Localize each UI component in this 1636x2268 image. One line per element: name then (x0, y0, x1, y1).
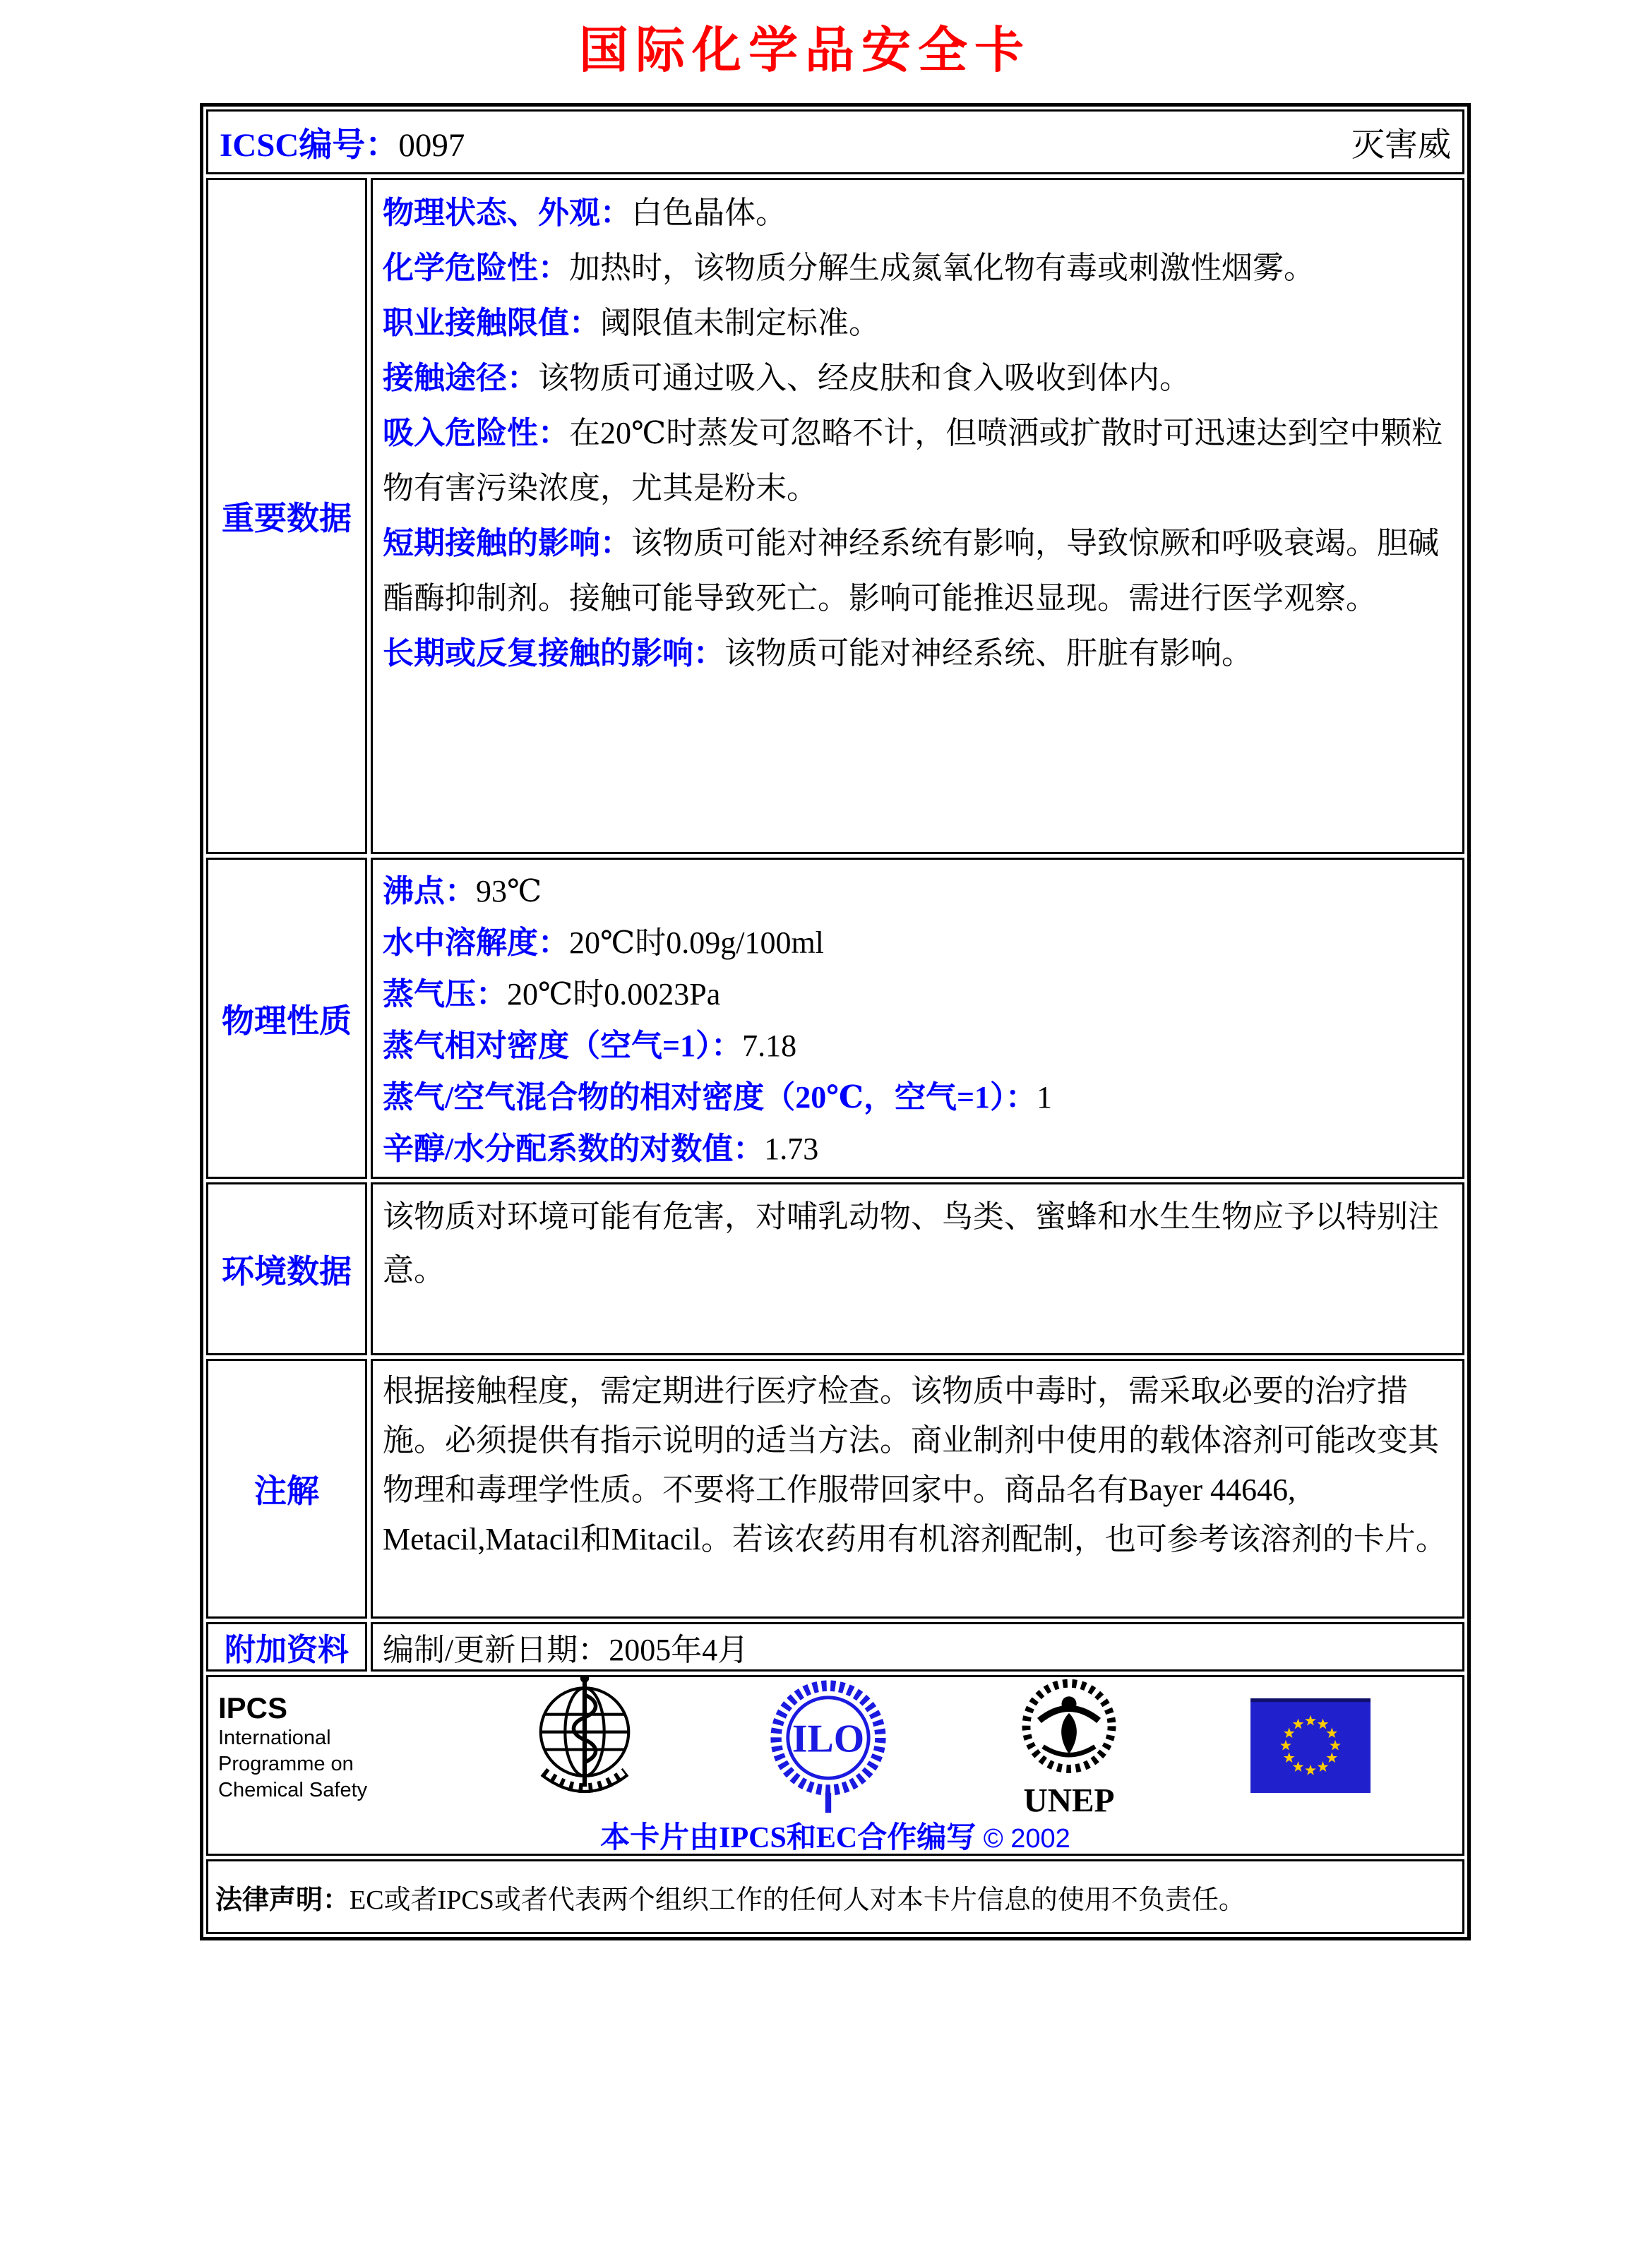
data-row (383, 296, 1452, 351)
important-data-content (371, 178, 1464, 854)
field-label: 接触途径： (383, 361, 538, 395)
physical-properties-content (371, 858, 1464, 1179)
field-value: 白色晶体。 (631, 196, 787, 230)
notes-row (206, 1359, 1464, 1619)
ipcs-name: IPCS (218, 1691, 288, 1724)
chemical-name: 灭害威 (1351, 126, 1451, 164)
who-logo-icon (526, 1675, 643, 1824)
page-title: 国际化学品安全卡 (579, 24, 1031, 78)
data-row (383, 186, 1452, 241)
environmental-data-text: 该物质对环境可能有危害，对哺乳动物、鸟类、蜜蜂和水生生物应予以特别注意。 (383, 1199, 1439, 1288)
field-value: 7.18 (742, 1028, 797, 1063)
environmental-data-content (371, 1182, 1464, 1355)
data-row (383, 968, 1452, 1020)
icsc-number-label: ICSC编号： (220, 126, 399, 164)
data-row (383, 1123, 1452, 1175)
copyright-text: © 2002 (983, 1824, 1070, 1854)
data-row (383, 1072, 1452, 1123)
legal-row (206, 1859, 1464, 1934)
field-value: 在20℃时蒸发可忽略不计，但喷洒或扩散时可迅速达到空中颗粒物有害污染浓度，尤其是粉末。 (383, 416, 1443, 505)
field-value: 该物质可通过吸入、经皮肤和食入吸收到体内。 (538, 361, 1190, 395)
data-row (383, 516, 1452, 626)
unep-logo-icon (1013, 1675, 1125, 1823)
icsc-number-group (220, 119, 465, 166)
svg-text:ILO: ILO (792, 1717, 865, 1761)
section-label-environmental-data: 环境数据 (206, 1182, 367, 1355)
notes-text: 根据接触程度，需定期进行医疗检查。该物质中毒时，需采取必要的治疗措施。必须提供有指示说明的适当方法。商业制剂中使用的载体溶剂可能改变其物理和毒理学性质。不要将工作服带回家中。商品名有Bayer 44646, Metacil,Matacil和Mitacil。若该农药用有机溶剂配制，也可参考该溶剂的卡片。 (383, 1374, 1447, 1556)
important-data-row (206, 178, 1464, 854)
legal-cell (206, 1859, 1464, 1934)
field-label: 职业接触限值： (383, 306, 600, 340)
data-row (383, 351, 1452, 406)
field-value: 加热时，该物质分解生成氮氧化物有毒或刺激性烟雾。 (569, 251, 1315, 285)
field-label: 水中溶解度： (383, 925, 569, 960)
icsc-number-value: 0097 (398, 126, 465, 164)
update-date-text: 编制/更新日期：2005年4月 (383, 1633, 749, 1667)
section-label-notes: 注解 (206, 1359, 367, 1619)
additional-info-row (206, 1622, 1464, 1672)
field-value: 该物质可能对神经系统、肝脏有影响。 (724, 636, 1253, 671)
unep-label: UNEP (1023, 1782, 1115, 1819)
field-label: 化学危险性： (383, 251, 569, 285)
field-label: 辛醇/水分配系数的对数值： (383, 1132, 765, 1166)
legal-label: 法律声明： (215, 1885, 350, 1915)
data-row (383, 917, 1452, 968)
field-label: 沸点： (383, 874, 476, 908)
header-cell (206, 109, 1464, 174)
field-value: 20℃时0.09g/100ml (569, 925, 824, 960)
field-value: 阈限值未制定标准。 (600, 306, 880, 340)
icsc-card-table (200, 103, 1471, 1940)
field-value: 93℃ (476, 874, 542, 908)
section-label-physical-properties: 物理性质 (206, 858, 367, 1179)
field-label: 蒸气压： (383, 977, 507, 1012)
environmental-data-row (206, 1182, 1464, 1355)
legal-text: EC或者IPCS或者代表两个组织工作的任何人对本卡片信息的使用不负责任。 (350, 1885, 1246, 1915)
field-value: 20℃时0.0023Pa (507, 977, 721, 1012)
attribution-line (215, 1814, 1455, 1856)
data-row (383, 626, 1452, 681)
field-label: 蒸气/空气混合物的相对密度（20℃，空气=1）： (383, 1080, 1037, 1115)
logos-strip (215, 1681, 1455, 1819)
field-label: 物理状态、外观： (383, 196, 631, 230)
field-label: 蒸气相对密度（空气=1）： (383, 1028, 743, 1063)
header-row (206, 109, 1464, 174)
ipcs-description: International Programme on Chemical Safety (218, 1726, 368, 1801)
section-label-additional-info: 附加资料 (206, 1622, 367, 1672)
attribution-text: 本卡片由IPCS和EC合作编写 (600, 1822, 977, 1854)
ilo-logo-icon (769, 1675, 888, 1821)
field-label: 长期或反复接触的影响： (383, 636, 724, 671)
data-row (383, 406, 1452, 516)
data-row (383, 1020, 1452, 1072)
data-row (383, 241, 1452, 296)
eu-flag-icon (1250, 1698, 1371, 1796)
field-value: 该物质可能对神经系统有影响，导致惊厥和呼吸衰竭。胆碱酯酶抑制剂。接触可能导致死亡。影响可能推迟显现。需进行医学观察。 (383, 526, 1439, 616)
field-label: 短期接触的影响： (383, 526, 631, 560)
logos-row (206, 1675, 1464, 1856)
data-row (383, 865, 1452, 917)
field-value: 1.73 (764, 1132, 819, 1166)
physical-properties-row (206, 858, 1464, 1179)
field-value: 1 (1037, 1080, 1053, 1115)
logos-cell (206, 1675, 1464, 1856)
ipcs-text-block (218, 1691, 400, 1804)
additional-info-content (371, 1622, 1464, 1672)
field-label: 吸入危险性： (383, 416, 569, 450)
notes-content (371, 1359, 1464, 1619)
section-label-important-data: 重要数据 (206, 178, 367, 854)
